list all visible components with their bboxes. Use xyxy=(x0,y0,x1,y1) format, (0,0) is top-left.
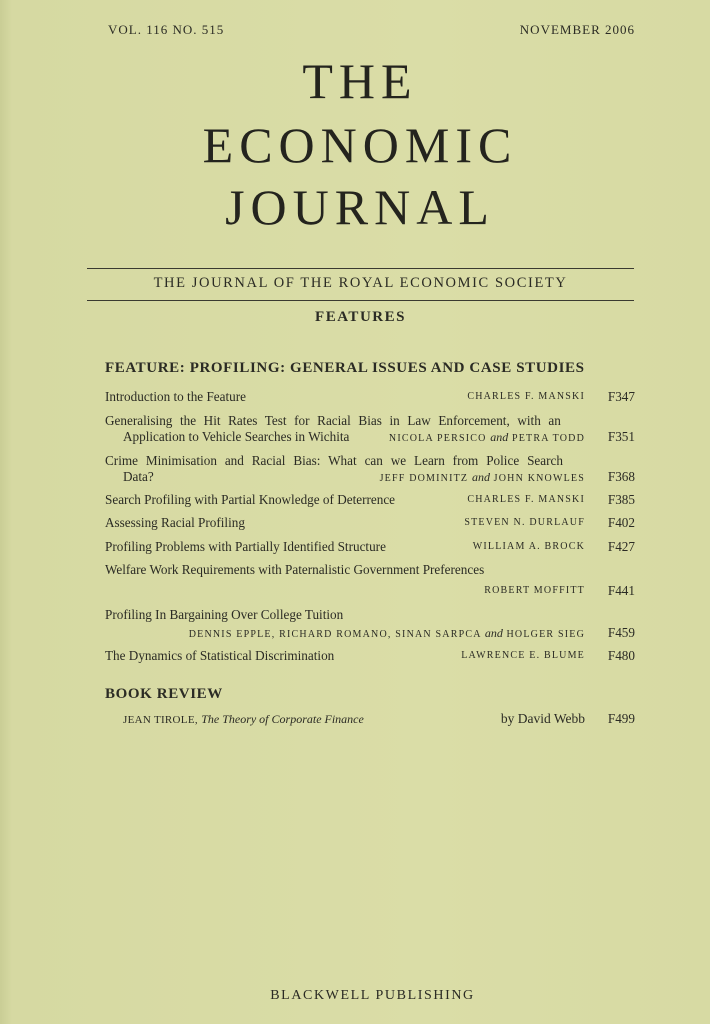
journal-title-line2: ECONOMIC xyxy=(202,117,518,173)
article-entry[interactable] xyxy=(105,561,635,579)
article-title: Profiling In Bargaining Over College Tuition xyxy=(105,607,344,622)
article-title: Crime Minimisation and Racial Bias: What can we Learn from Police Search xyxy=(105,453,563,468)
article-authors: WILLIAM A. BROCK xyxy=(472,541,585,552)
divider-top xyxy=(87,268,634,269)
feature-heading: FEATURE: PROFILING: GENERAL ISSUES AND CASE STUDIES xyxy=(105,360,585,376)
journal-title-line1: THE xyxy=(302,53,418,109)
article-page: F480 xyxy=(607,648,635,663)
article-entry[interactable] xyxy=(105,514,635,532)
article-authors: STEVEN N. DURLAUF xyxy=(464,517,585,528)
article-authors xyxy=(380,468,585,488)
reviewer: by David Webb xyxy=(500,711,585,726)
article-authors: ROBERT MOFFITT xyxy=(484,585,585,596)
article-entry[interactable] xyxy=(105,388,635,406)
article-entry[interactable] xyxy=(105,538,635,556)
article-page: F459 xyxy=(607,625,635,640)
article-page: F441 xyxy=(607,583,635,598)
article-entry[interactable] xyxy=(105,606,635,624)
article-title: Data? xyxy=(123,469,154,484)
article-title: Assessing Racial Profiling xyxy=(105,515,245,530)
article-entry-continued xyxy=(105,624,635,642)
article-entry[interactable] xyxy=(105,491,635,509)
section-heading: FEATURES xyxy=(315,309,406,325)
article-authors xyxy=(189,624,585,644)
article-title: Introduction to the Feature xyxy=(105,389,246,404)
book-title: The Theory of Corporate Finance xyxy=(201,712,364,726)
article-title: Search Profiling with Partial Knowledge of Deterrence xyxy=(105,492,396,507)
article-title: The Dynamics of Statistical Discrimination xyxy=(105,648,335,663)
author: JOHN KNOWLES xyxy=(493,473,585,484)
article-title: Generalising the Hit Rates Test for Racial Bias in Law Enforcement, with an xyxy=(105,413,561,428)
author: DENNIS EPPLE, RICHARD ROMANO, SINAN SARPCA xyxy=(188,629,482,640)
author: NICOLA PERSICO xyxy=(388,433,487,444)
article-authors: CHARLES F. MANSKI xyxy=(467,494,585,505)
conjunction: and xyxy=(471,470,490,484)
article-entry[interactable] xyxy=(105,647,635,665)
article-authors xyxy=(389,428,585,448)
article-entry-continued xyxy=(105,428,635,446)
book-author: JEAN TIROLE, xyxy=(123,714,198,726)
book-review-entry[interactable] xyxy=(105,710,635,728)
author: HOLGER SIEG xyxy=(506,629,585,640)
article-page: F385 xyxy=(607,492,635,507)
book-review-title xyxy=(123,710,364,729)
article-page: F351 xyxy=(607,429,635,444)
article-title: Profiling Problems with Partially Identified Structure xyxy=(105,539,386,554)
article-page: F427 xyxy=(607,539,635,554)
article-authors: LAWRENCE E. BLUME xyxy=(461,650,585,661)
volume-issue: VOL. 116 NO. 515 xyxy=(108,22,225,37)
article-title: Application to Vehicle Searches in Wichita xyxy=(123,429,350,444)
book-review-heading: BOOK REVIEW xyxy=(105,686,223,702)
conjunction: and xyxy=(484,626,503,640)
article-title: Welfare Work Requirements with Paternalistic Government Preferences xyxy=(105,562,485,577)
author: PETRA TODD xyxy=(511,433,585,444)
divider-bottom xyxy=(87,300,634,301)
article-page: F402 xyxy=(607,515,635,530)
article-page: F347 xyxy=(607,389,635,404)
article-entry-continued xyxy=(105,582,635,600)
journal-title-line3: JOURNAL xyxy=(225,179,495,235)
article-entry-continued xyxy=(105,468,635,486)
author: JEFF DOMINITZ xyxy=(379,473,469,484)
publisher: BLACKWELL PUBLISHING xyxy=(270,988,475,1003)
conjunction: and xyxy=(490,430,509,444)
issue-date: NOVEMBER 2006 xyxy=(519,22,635,37)
journal-subtitle: THE JOURNAL OF THE ROYAL ECONOMIC SOCIETY xyxy=(153,275,568,291)
book-review-page: F499 xyxy=(607,711,635,726)
article-authors: CHARLES F. MANSKI xyxy=(467,391,585,402)
article-page: F368 xyxy=(607,469,635,484)
